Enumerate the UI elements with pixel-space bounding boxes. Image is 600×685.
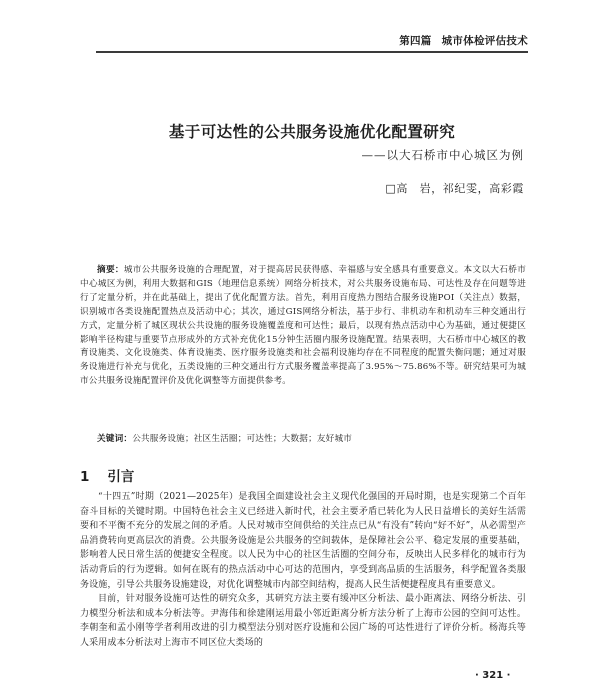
abstract-label: 摘要： bbox=[97, 265, 124, 275]
running-header-text bbox=[399, 33, 528, 48]
header-part: 第四篇 bbox=[399, 35, 432, 47]
body-paragraph: “十四五”时期（2021—2025年）是我国全面建设社会主义现代化强国的开局时期，也是实现第二个百年奋斗目标的关键时期。中国特色社会主义已经进入新时代，社会主要矛盾已转化为人民日益增长的美好生活需要和不平衡不充分的发展之间的矛盾。人民对城市空间供给的关注点已从“有没有”转向“好不好”，从必需型产品消费转向更高层次的消费。公共服务设施是公共服务的空间载体，是保障社会公平、稳定发展的重要基础，影响着人民日常生活的便捷安全程度。以人民为中心的社区生活圈的空间分布，反映出人民多样化的城市行为活动背后的行为逻辑。如何在既有的热点活动中心可达的范围内，享受到高品质的生活服务，科学配置各类服务设施，引导公共服务设施建设，对优化调整城市内部空间结构，提高人民生活便捷程度具有重要意义。 bbox=[80, 492, 526, 590]
section-title: 引言 bbox=[107, 469, 135, 485]
section-heading bbox=[80, 465, 134, 485]
section-number: 1 bbox=[80, 469, 90, 485]
body-text bbox=[80, 490, 526, 651]
keywords-label: 关键词： bbox=[97, 434, 133, 444]
article-subtitle: ——以大石桥市中心城区为例 bbox=[361, 148, 524, 162]
running-header bbox=[96, 33, 528, 55]
page-number: · 321 · bbox=[475, 670, 511, 681]
header-section-name: 城市体检评估技术 bbox=[441, 35, 528, 47]
keywords-text: 公共服务设施；社区生活圈；可达性；大数据；友好城市 bbox=[132, 434, 353, 444]
header-rule bbox=[96, 51, 528, 53]
abstract-text: 城市公共服务设施的合理配置，对于提高居民获得感、幸福感与安全感具有重要意义。本文以大石桥市中心城区为例，利用大数据和GIS（地理信息系统）网络分析技术，对公共服务设施布局、可达性及存在问题等进行了定量分析，并在此基础上，提出了优化配置方法。首先，利用百度热力图结合服务设施POI（关注点）数据，识别城市各类设施配置热点及活动中心；其次，通过GIS网络分析法，基于步行、非机动车和机动车三种交通出行方式，定量分析了城区现状公共设施的服务设施覆盖度和可达性；最后，以现有热点活动中心为基础，通过便捷区影响半径构建与重要节点形成外的方式补充优化15分钟生活圈内服务设施配置。结果表明，大石桥市中心城区的教育设施类、文化设施类、体育设施类、医疗服务设施类和社会福利设施均存在不同程度的配置失衡问题；通过对服务设施进行补充与优化，五类设施的三种交通出行方式服务覆盖率提高了3.95%～75.86%不等。研究结果可为城市公共服务设施配置评价及优化调整等方面提供参考。 bbox=[80, 265, 526, 387]
article-title: 基于可达性的公共服务设施优化配置研究 bbox=[168, 122, 456, 141]
article-authors: □高 岩，祁纪雯，高彩霞 bbox=[385, 182, 524, 195]
body-paragraph: 目前，针对服务设施可达性的研究众多，其研究方法主要有缓冲区分析法、最小距离法、网络分析法、引力模型分析法和成本分析法等。尹海伟和徐建刚运用最小邻近距离分析方法分析了上海市公园的空间可达性。李朝奎和孟小刚等学者利用改进的引力模型法分别对医疗设施和公园广场的可达性进行了评价分析。杨海兵等人采用成本分析法对上海市不同区位大类场的 bbox=[80, 594, 526, 648]
keywords bbox=[97, 433, 526, 446]
abstract bbox=[80, 264, 526, 389]
